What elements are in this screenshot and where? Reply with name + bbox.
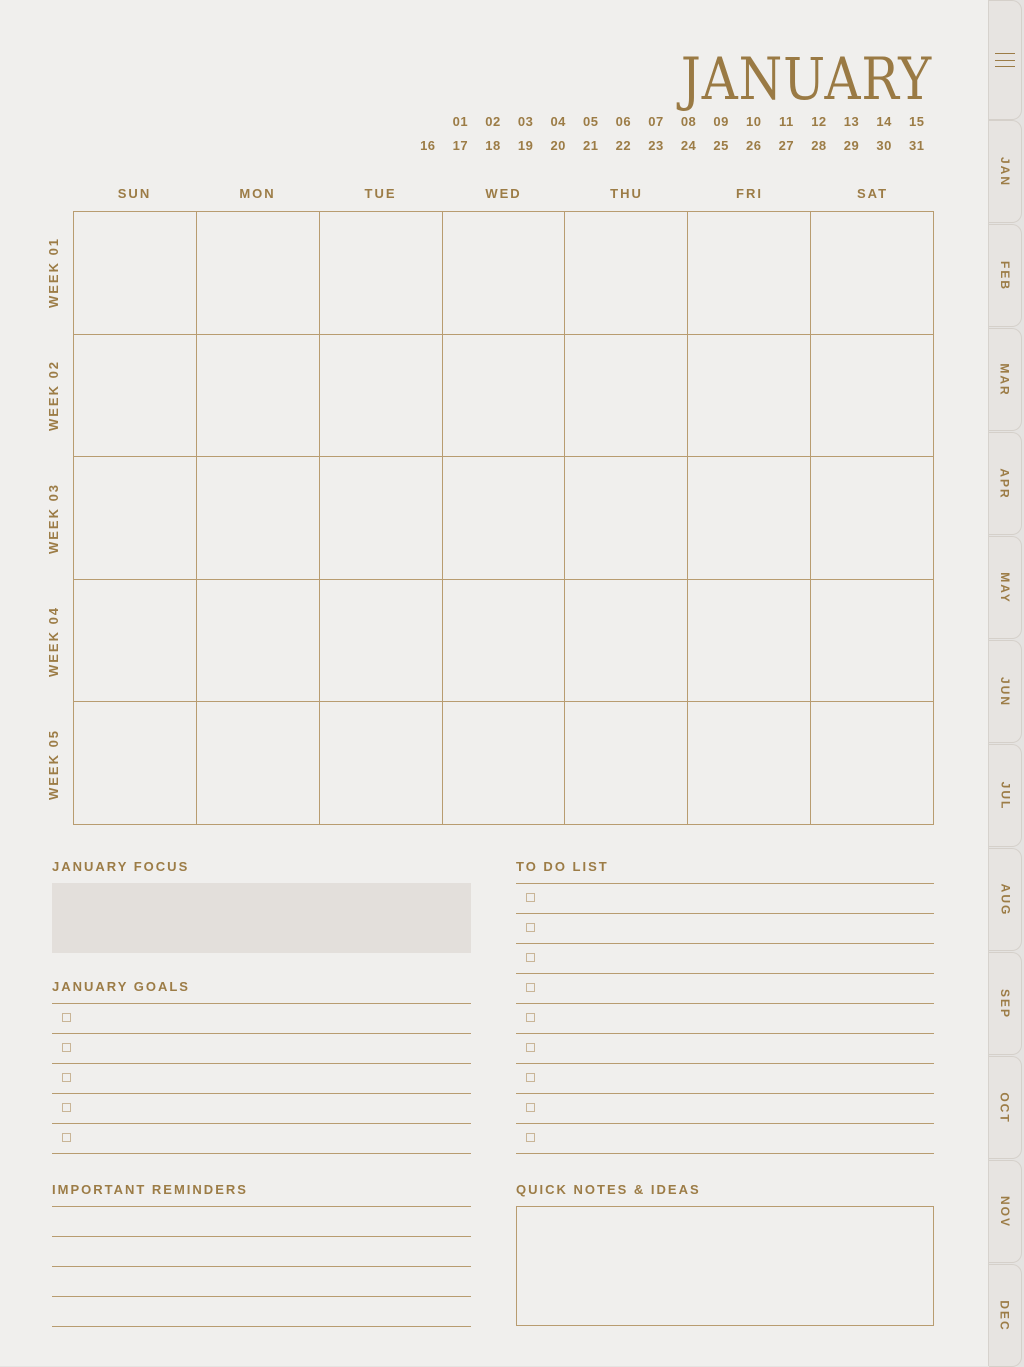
focus-heading: JANUARY FOCUS <box>52 859 190 874</box>
quick-notes-area[interactable] <box>516 1206 934 1326</box>
calendar-cell[interactable] <box>443 212 566 335</box>
day-link[interactable]: 28 <box>811 138 827 153</box>
weekday-label: FRI <box>736 186 763 201</box>
reminder-row[interactable] <box>52 1297 471 1327</box>
calendar-cell[interactable] <box>565 457 688 580</box>
notes-heading: QUICK NOTES & IDEAS <box>516 1182 701 1197</box>
day-link[interactable]: 03 <box>517 114 534 129</box>
checkbox-icon[interactable] <box>526 953 535 962</box>
checkbox-icon[interactable] <box>526 983 535 992</box>
weekday-label: WED <box>485 186 522 201</box>
goals-heading: JANUARY GOALS <box>52 979 190 994</box>
calendar-cell[interactable] <box>688 702 811 825</box>
day-link[interactable]: 27 <box>778 138 795 153</box>
calendar-cell[interactable] <box>811 457 934 580</box>
calendar-cell[interactable] <box>565 702 688 825</box>
calendar-cell[interactable] <box>443 457 566 580</box>
goal-row[interactable] <box>52 1064 471 1094</box>
week-label <box>36 211 72 333</box>
tab-feb[interactable] <box>989 224 1022 327</box>
tab-label: DEC <box>998 1299 1012 1332</box>
todo-row[interactable] <box>516 1124 934 1154</box>
calendar-cell[interactable] <box>197 457 320 580</box>
month-tabs <box>989 0 1024 1366</box>
day-link[interactable]: 21 <box>583 138 599 153</box>
weekday-label: SUN <box>117 186 152 201</box>
calendar-cell[interactable] <box>74 457 197 580</box>
calendar-cell[interactable] <box>811 580 934 703</box>
week-label <box>36 580 72 702</box>
goals-list <box>52 1003 471 1154</box>
todo-row[interactable] <box>516 884 934 914</box>
day-link[interactable]: 23 <box>648 138 664 153</box>
hamburger-menu-icon[interactable] <box>995 53 1015 67</box>
calendar-cell[interactable] <box>565 335 688 458</box>
todo-row[interactable] <box>516 914 934 944</box>
todo-row[interactable] <box>516 944 934 974</box>
day-links-row-2 <box>412 138 934 153</box>
weekday-header <box>73 186 934 201</box>
calendar-cell[interactable] <box>74 212 197 335</box>
day-link[interactable]: 15 <box>908 114 925 129</box>
tab-oct[interactable] <box>989 1056 1022 1159</box>
tab-label: JUN <box>997 676 1012 707</box>
tab-jan[interactable] <box>989 120 1022 223</box>
tab-dec[interactable] <box>989 1264 1022 1367</box>
checkbox-icon[interactable] <box>526 1133 535 1142</box>
week-label-text[interactable]: WEEK 03 <box>46 482 62 554</box>
tab-mar[interactable] <box>989 328 1022 431</box>
day-links-row-1 <box>444 114 933 129</box>
week-label-text[interactable]: WEEK 01 <box>46 236 62 308</box>
week-label <box>36 703 72 825</box>
checkbox-icon[interactable] <box>526 1073 535 1082</box>
calendar-cell[interactable] <box>811 335 934 458</box>
checkbox-icon[interactable] <box>526 923 535 932</box>
calendar-cell[interactable] <box>74 702 197 825</box>
calendar-cell[interactable] <box>197 702 320 825</box>
calendar-cell[interactable] <box>320 580 443 703</box>
weekday-label: MON <box>239 186 276 201</box>
calendar-cell[interactable] <box>811 212 934 335</box>
checkbox-icon[interactable] <box>62 1103 71 1112</box>
checkbox-icon[interactable] <box>526 1043 535 1052</box>
day-link[interactable]: 22 <box>615 138 632 153</box>
day-link[interactable]: 24 <box>680 138 697 153</box>
day-link[interactable]: 30 <box>876 138 892 153</box>
weekday-label: THU <box>610 186 643 201</box>
weekday-label: SAT <box>856 186 889 201</box>
day-link[interactable]: 10 <box>746 114 762 129</box>
weekday-label: TUE <box>364 186 397 201</box>
checkbox-icon[interactable] <box>62 1013 71 1022</box>
calendar-cell[interactable] <box>320 212 443 335</box>
calendar-cell[interactable] <box>688 335 811 458</box>
tab-jun[interactable] <box>989 640 1022 743</box>
day-link[interactable]: 06 <box>615 114 632 129</box>
checkbox-icon[interactable] <box>62 1133 71 1142</box>
tab-aug[interactable] <box>989 848 1022 951</box>
day-link[interactable]: 14 <box>876 114 892 129</box>
tab-label: MAY <box>997 571 1012 604</box>
day-link[interactable]: 17 <box>452 138 469 153</box>
todo-row[interactable] <box>516 1064 934 1094</box>
calendar-cell[interactable] <box>443 702 566 825</box>
reminder-row[interactable] <box>52 1207 471 1237</box>
month-title: JANUARY <box>680 45 932 113</box>
day-link[interactable]: 11 <box>778 114 794 129</box>
todo-row[interactable] <box>516 1034 934 1064</box>
day-link[interactable]: 13 <box>843 114 860 129</box>
day-link[interactable]: 25 <box>713 138 729 153</box>
tab-label: JUL <box>997 781 1012 810</box>
goal-row[interactable] <box>52 1094 471 1124</box>
todo-list <box>516 883 934 1154</box>
tab-nov[interactable] <box>989 1160 1022 1263</box>
calendar-cell[interactable] <box>320 457 443 580</box>
calendar-cell[interactable] <box>74 580 197 703</box>
tab-label: JAN <box>997 156 1012 187</box>
reminder-row[interactable] <box>52 1267 471 1297</box>
goal-row[interactable] <box>52 1124 471 1154</box>
week-label <box>36 457 72 579</box>
day-link[interactable]: 19 <box>517 138 534 153</box>
focus-input-area[interactable] <box>52 883 471 953</box>
day-link[interactable]: 26 <box>746 138 762 153</box>
week-label-text[interactable]: WEEK 02 <box>46 359 62 431</box>
reminders-heading: IMPORTANT REMINDERS <box>52 1182 248 1197</box>
tab-jul[interactable] <box>989 744 1022 847</box>
tab-label: APR <box>998 467 1012 500</box>
goal-row[interactable] <box>52 1034 471 1064</box>
day-link[interactable]: 02 <box>485 114 501 129</box>
calendar-cell[interactable] <box>811 702 934 825</box>
calendar-cell[interactable] <box>688 580 811 703</box>
todo-heading: TO DO LIST <box>516 859 609 874</box>
menu-tab[interactable] <box>989 0 1022 120</box>
todo-row[interactable] <box>516 1004 934 1034</box>
day-link[interactable]: 20 <box>550 138 566 153</box>
tab-sep[interactable] <box>989 952 1022 1055</box>
reminder-row[interactable] <box>52 1237 471 1267</box>
tab-label: NOV <box>998 1195 1013 1228</box>
calendar-cell[interactable] <box>197 212 320 335</box>
todo-row[interactable] <box>516 1094 934 1124</box>
checkbox-icon[interactable] <box>62 1043 71 1052</box>
reminders-list <box>52 1206 471 1327</box>
checkbox-icon[interactable] <box>62 1073 71 1082</box>
day-link[interactable]: 12 <box>811 114 827 129</box>
tab-label: SEP <box>997 988 1012 1019</box>
week-label-text[interactable]: WEEK 05 <box>46 728 62 800</box>
tab-may[interactable] <box>989 536 1022 639</box>
day-link[interactable]: 01 <box>452 114 469 129</box>
day-link[interactable]: 09 <box>713 114 729 129</box>
day-link[interactable]: 07 <box>648 114 664 129</box>
calendar-cell[interactable] <box>565 580 688 703</box>
checkbox-icon[interactable] <box>526 1103 535 1112</box>
day-link[interactable]: 31 <box>908 138 925 153</box>
day-link[interactable]: 04 <box>550 114 566 129</box>
goal-row[interactable] <box>52 1004 471 1034</box>
tab-label: MAR <box>998 362 1013 397</box>
calendar-cell[interactable] <box>688 457 811 580</box>
tab-apr[interactable] <box>989 432 1022 535</box>
day-link[interactable]: 05 <box>583 114 599 129</box>
calendar-cell[interactable] <box>320 335 443 458</box>
calendar-cell[interactable] <box>443 335 566 458</box>
week-label-text[interactable]: WEEK 04 <box>46 605 62 677</box>
calendar-cell[interactable] <box>565 212 688 335</box>
calendar-grid <box>73 211 934 825</box>
day-link[interactable]: 16 <box>420 138 436 153</box>
checkbox-icon[interactable] <box>526 1013 535 1022</box>
day-link[interactable]: 29 <box>843 138 860 153</box>
calendar-cell[interactable] <box>197 580 320 703</box>
calendar-cell[interactable] <box>688 212 811 335</box>
tab-label: OCT <box>998 1091 1012 1124</box>
calendar-cell[interactable] <box>74 335 197 458</box>
day-link[interactable]: 08 <box>680 114 697 129</box>
calendar-cell[interactable] <box>443 580 566 703</box>
todo-row[interactable] <box>516 974 934 1004</box>
calendar-cell[interactable] <box>320 702 443 825</box>
calendar-cell[interactable] <box>197 335 320 458</box>
checkbox-icon[interactable] <box>526 893 535 902</box>
tab-label: AUG <box>998 883 1013 916</box>
tab-label: FEB <box>998 260 1012 291</box>
day-link[interactable]: 18 <box>485 138 501 153</box>
week-label <box>36 334 72 456</box>
